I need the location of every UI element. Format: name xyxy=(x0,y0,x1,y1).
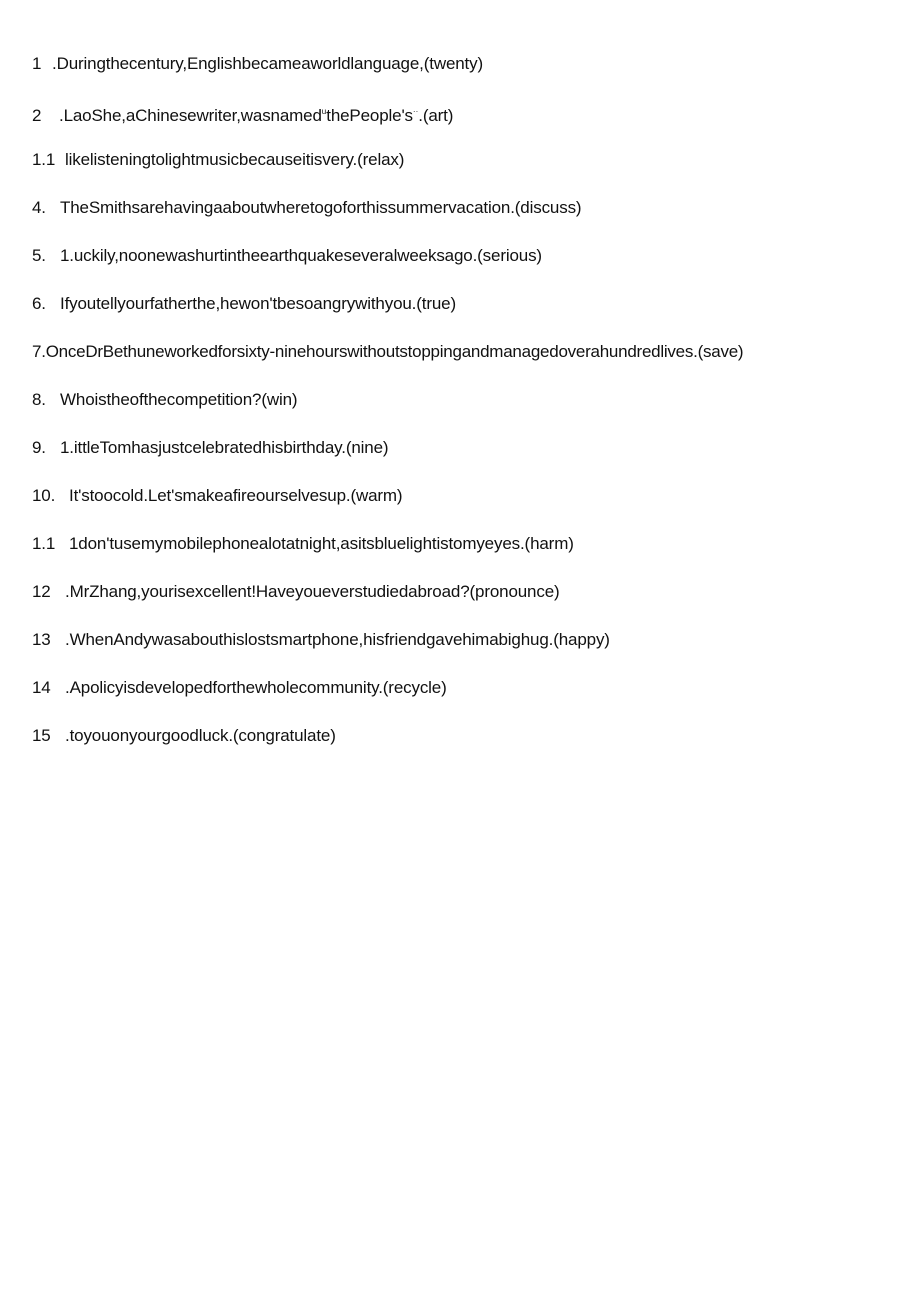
line-text: .WhenAndywasabouthislostsmartphone,hisfriendgavehimabighug.(happy) xyxy=(65,630,610,649)
quote-mark: ·· xyxy=(412,107,419,116)
line-text: .(art) xyxy=(418,106,454,125)
line-text: thePeople's xyxy=(326,106,413,125)
line-number: 9. xyxy=(32,438,46,457)
line-text: .MrZhang,yourisexcellent!Haveyoueverstudiedabroad?(pronounce) xyxy=(65,582,560,601)
line-text: .LaoShe,aChinesewriter,wasnamed xyxy=(59,106,322,125)
line-number: 8. xyxy=(32,390,46,409)
line-number: 14 xyxy=(32,678,51,697)
exercise-line-11 xyxy=(32,534,574,554)
line-number: 1.1 xyxy=(32,534,56,553)
exercise-line-9 xyxy=(32,438,388,458)
exercise-line-5 xyxy=(32,246,542,266)
line-text: TheSmithsarehavingaaboutwheretogoforthissummervacation.(discuss) xyxy=(60,198,582,217)
line-text: It'stoocold.Let'smakeafireourselvesup.(warm) xyxy=(69,486,403,505)
line-text: .Duringthecentury,Englishbecameaworldlanguage,(twenty) xyxy=(52,54,483,73)
line-text: Ifyoutellyourfatherthe,hewon'tbesoangrywithyou.(true) xyxy=(60,294,456,313)
exercise-line-15 xyxy=(32,726,336,746)
line-text: 1don'tusemymobilephonealotatnight,asitsbluelightistomyeyes.(harm) xyxy=(69,534,574,553)
line-text: Whoistheofthecompetition?(win) xyxy=(60,390,298,409)
line-number: 4. xyxy=(32,198,46,217)
exercise-line-10 xyxy=(32,486,402,506)
exercise-line-6 xyxy=(32,294,456,314)
line-number: 10. xyxy=(32,486,56,505)
line-number: 13 xyxy=(32,630,51,649)
line-number: 2 xyxy=(32,106,42,125)
exercise-line-14 xyxy=(32,678,447,698)
line-text: OnceDrBethuneworkedforsixty-ninehourswithoutstoppingandmanagedoverahundredlives.(save) xyxy=(45,342,744,361)
exercise-line-4 xyxy=(32,198,581,218)
exercise-line-13 xyxy=(32,630,610,650)
line-number: 5. xyxy=(32,246,46,265)
line-text: likelisteningtolightmusicbecauseitisvery.(relax) xyxy=(65,150,405,169)
exercise-line-1 xyxy=(32,54,483,74)
line-number: 12 xyxy=(32,582,51,601)
line-text: .toyouonyourgoodluck.(congratulate) xyxy=(65,726,336,745)
line-text: 1.ittleTomhasjustcelebratedhisbirthday.(nine) xyxy=(60,438,389,457)
line-number: 7. xyxy=(32,342,46,361)
line-number: 15 xyxy=(32,726,51,745)
line-number: 1.1 xyxy=(32,150,56,169)
exercise-line-2 xyxy=(32,102,453,126)
exercise-line-8 xyxy=(32,390,297,410)
exercise-line-12 xyxy=(32,582,560,602)
quote-mark: u xyxy=(321,107,327,116)
exercise-line-7 xyxy=(32,342,743,362)
exercise-line-3 xyxy=(32,150,404,170)
line-number: 6. xyxy=(32,294,46,313)
line-text: 1.uckily,noonewashurtintheearthquakeseveralweeksago.(serious) xyxy=(60,246,542,265)
line-text: .Apolicyisdevelopedforthewholecommunity.(recycle) xyxy=(65,678,447,697)
line-number: 1 xyxy=(32,54,42,73)
